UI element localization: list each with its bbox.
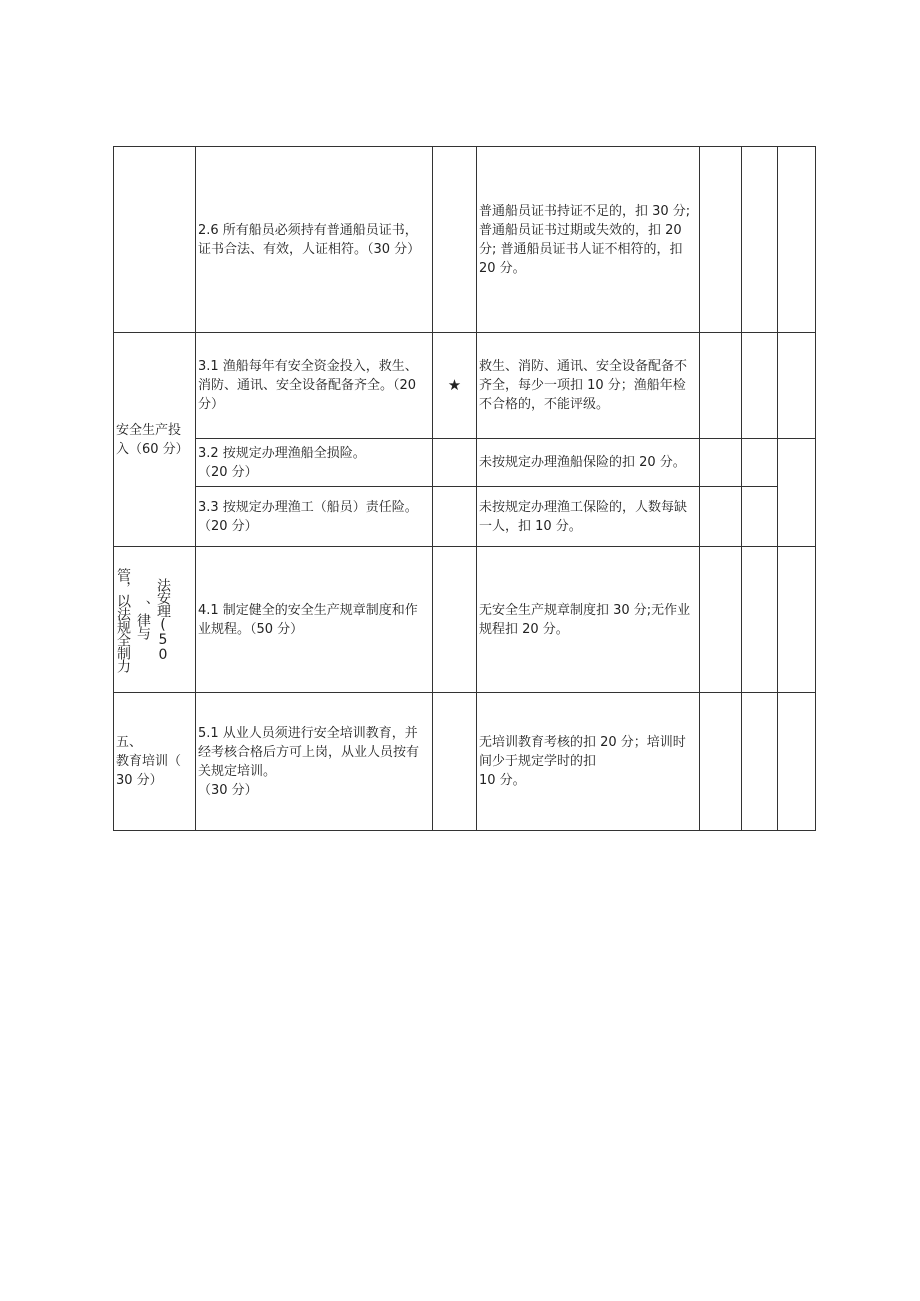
key-mark-cell xyxy=(433,547,477,693)
score-cell xyxy=(778,547,816,693)
table-row xyxy=(114,147,816,333)
category-vertical-text: 法安理(50 xyxy=(155,577,171,662)
score-cell xyxy=(700,147,742,333)
score-cell xyxy=(742,693,778,831)
table-row xyxy=(114,693,816,831)
table-row xyxy=(114,439,816,487)
score-cell xyxy=(742,147,778,333)
category-cell: 五、 教育培训（ 30 分） xyxy=(114,693,196,831)
category-cell xyxy=(114,147,196,333)
category-cell: 安全生产投入（60 分） xyxy=(114,333,196,547)
score-cell xyxy=(742,547,778,693)
criteria-cell: 未按规定办理渔工保险的，人数每缺一人，扣 10 分。 xyxy=(477,487,700,547)
table-row xyxy=(114,333,816,439)
score-cell xyxy=(778,439,816,547)
criteria-cell: 普通船员证书持证不足的，扣 30 分; 普通船员证书过期或失效的，扣 20 分; 普通船员证书人证不相符的，扣 20 分。 xyxy=(477,147,700,333)
item-cell: 3.3 按规定办理渔工（船员）责任险。（20 分） xyxy=(196,487,433,547)
score-cell xyxy=(742,439,778,487)
score-cell xyxy=(700,439,742,487)
key-mark-cell xyxy=(433,147,477,333)
criteria-cell: 无培训教育考核的扣 20 分；培训时间少于规定学时的扣 10 分。 xyxy=(477,693,700,831)
item-cell: 4.1 制定健全的安全生产规章制度和作业规程。（50 分） xyxy=(196,547,433,693)
criteria-cell: 救生、消防、通讯、安全设备配备不齐全，每少一项扣 10 分；渔船年检不合格的，不能评级。 xyxy=(477,333,700,439)
score-cell xyxy=(700,693,742,831)
score-cell xyxy=(778,147,816,333)
item-cell: 5.1 从业人员须进行安全培训教育，并经考核合格后方可上岗，从业人员按有关规定培训。 （30 分） xyxy=(196,693,433,831)
table-row xyxy=(114,547,816,693)
item-cell: 3.2 按规定办理渔船全损险。 （20 分） xyxy=(196,439,433,487)
score-cell xyxy=(778,693,816,831)
score-cell xyxy=(700,333,742,439)
table-row xyxy=(114,487,816,547)
key-mark-cell: ★ xyxy=(433,333,477,439)
criteria-cell: 未按规定办理渔船保险的扣 20 分。 xyxy=(477,439,700,487)
score-cell xyxy=(742,333,778,439)
key-mark-cell xyxy=(433,487,477,547)
safety-assessment-table xyxy=(113,146,816,831)
item-cell: 3.1 渔船每年有安全资金投入，救生、消防、通讯、安全设备配备齐全。（20 分） xyxy=(196,333,433,439)
criteria-cell: 无安全生产规章制度扣 30 分;无作业规程扣 20 分。 xyxy=(477,547,700,693)
category-cell xyxy=(114,547,196,693)
key-mark-cell xyxy=(433,439,477,487)
category-vertical-text: 管，以法规全制力 xyxy=(115,567,131,672)
score-cell xyxy=(700,547,742,693)
score-cell xyxy=(700,487,742,547)
score-cell xyxy=(742,487,778,547)
item-cell: 2.6 所有船员必须持有普通船员证书，证书合法、有效，人证相符。（30 分） xyxy=(196,147,433,333)
score-cell xyxy=(778,333,816,439)
category-vertical-text: 、律与 xyxy=(135,600,151,639)
key-mark-cell xyxy=(433,693,477,831)
